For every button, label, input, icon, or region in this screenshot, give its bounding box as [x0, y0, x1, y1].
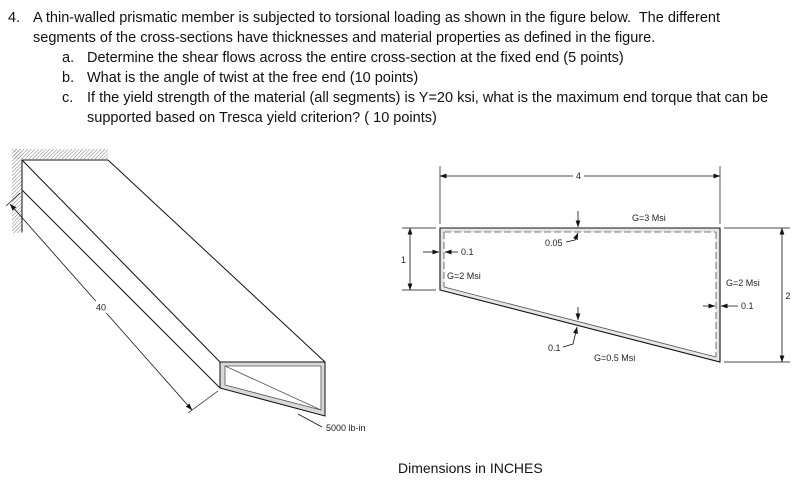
problem-number: 4. — [8, 10, 21, 26]
right-height-label: 2 — [785, 291, 791, 301]
part-a-text: Determine the shear flows across the entire cross-section at the fixed end (5 points) — [87, 50, 624, 66]
part-c-letter: c. — [62, 90, 74, 106]
bottom-modulus-label: G=0.5 Msi — [594, 353, 636, 363]
width-label: 4 — [575, 171, 582, 181]
prismatic-member-figure — [6, 149, 366, 433]
problem-intro-line-1: A thin-walled prismatic member is subjected to torsional loading as shown in the figure below. The different — [33, 10, 720, 26]
torque-leader-line — [298, 414, 322, 427]
part-b-letter: b. — [62, 70, 75, 86]
member-bottom-left-edge — [22, 190, 220, 388]
fixed-support-left-hatch — [12, 149, 22, 233]
length-extension-bottom — [188, 391, 218, 413]
bottom-thickness-arrow-outer — [563, 327, 577, 347]
left-modulus-label: G=2 Msi — [447, 271, 481, 281]
cross-section-figure — [401, 166, 791, 363]
bottom-thickness-label: 0.1 — [548, 343, 561, 353]
part-b-text: What is the angle of twist at the free end (10 points) — [87, 70, 419, 86]
units-note: Dimensions in INCHES — [398, 460, 543, 476]
part-c-text-line-2: supported based on Tresca yield criterion? ( 10 points) — [87, 110, 437, 126]
fixed-support-top-hatch — [14, 149, 108, 159]
left-thickness-label: 0.1 — [461, 247, 474, 257]
length-label: 40 — [95, 302, 107, 313]
left-height-label: 1 — [400, 255, 406, 265]
member-top-right-edge — [108, 160, 325, 362]
problem-intro-line-2: segments of the cross-sections have thicknesses and material properties as defined in the figure. — [33, 30, 656, 46]
top-modulus-label: G=3 Msi — [632, 213, 666, 223]
right-thickness-label: 0.1 — [741, 301, 754, 311]
top-thickness-label: 0.05 — [545, 238, 563, 248]
member-top-left-edge — [22, 160, 220, 362]
part-a-letter: a. — [62, 50, 75, 66]
right-modulus-label: G=2 Msi — [726, 278, 760, 288]
part-c-text-line-1: If the yield strength of the material (all segments) is Y=20 ksi, what is the maximum end torque that can be — [87, 90, 769, 106]
section-interior — [444, 232, 716, 357]
torque-label: 5000 lb-in — [326, 423, 366, 433]
